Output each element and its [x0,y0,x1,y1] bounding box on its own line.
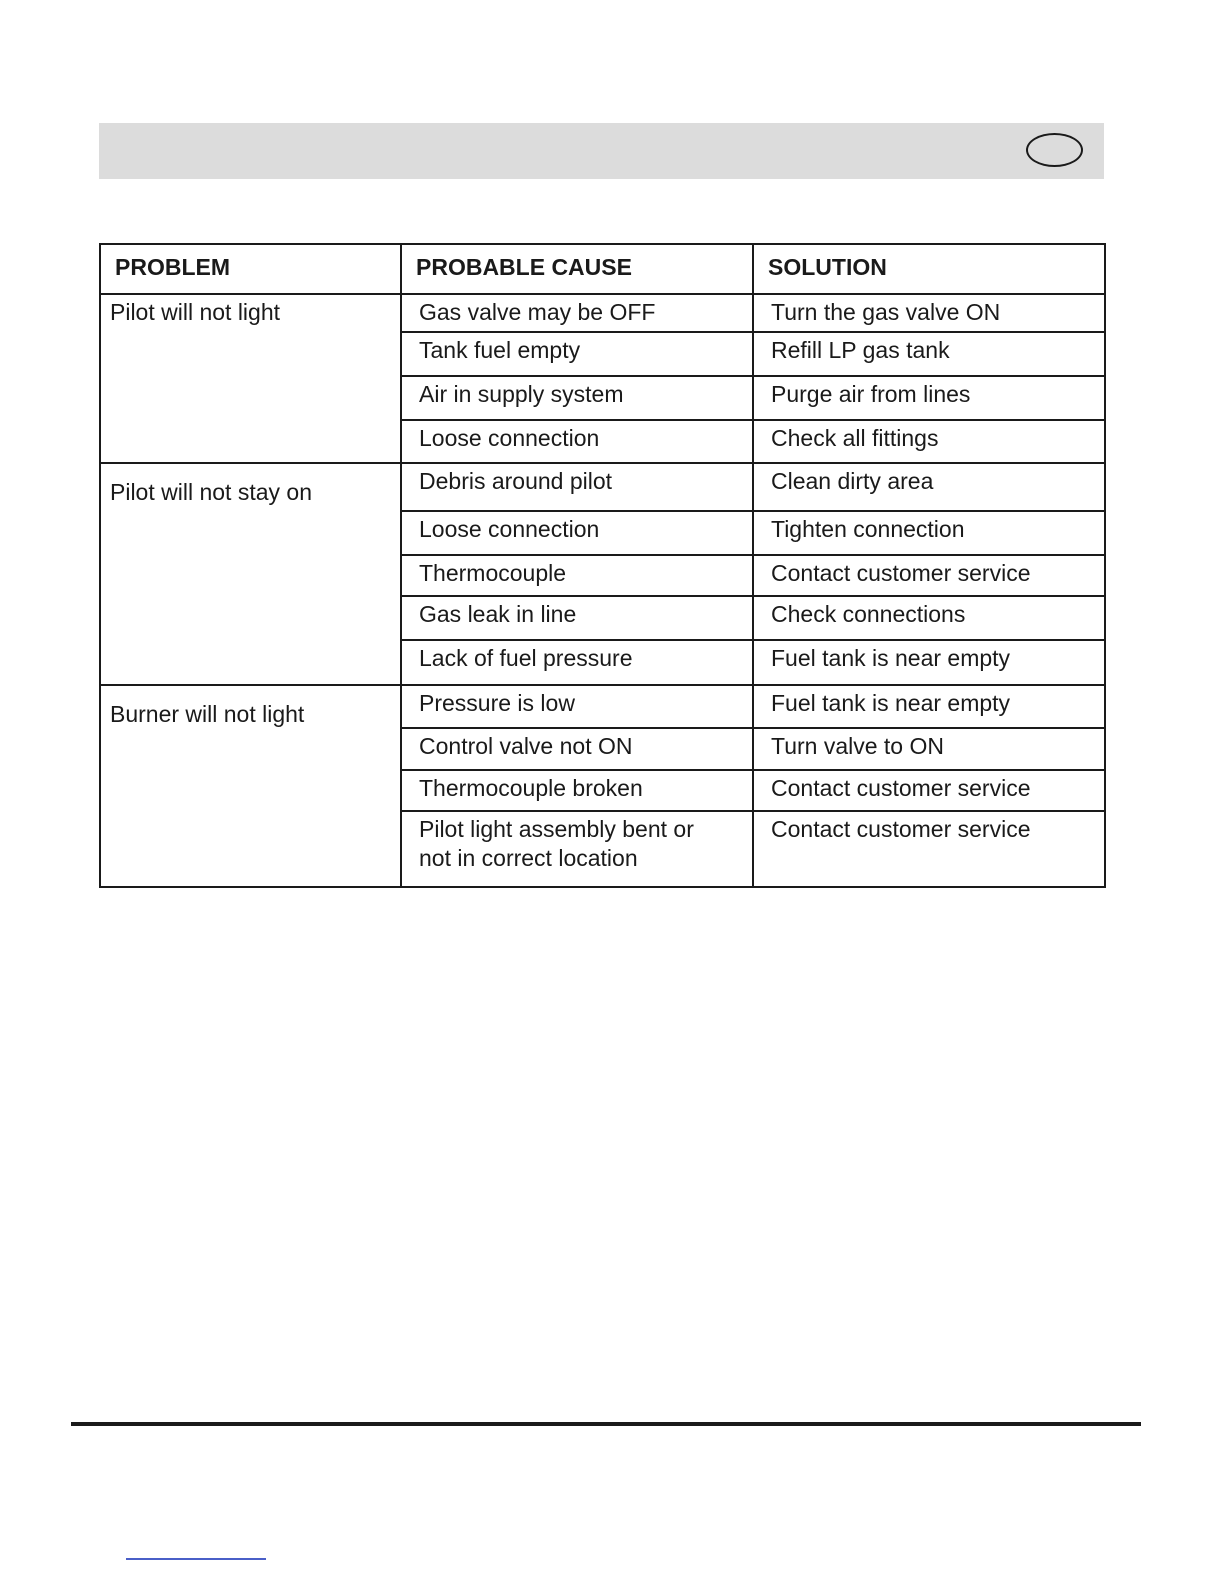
solution-cell: Check all fittings [753,420,1105,463]
table-row [100,294,1105,332]
cause-cell: Tank fuel empty [401,332,753,376]
footer-divider [71,1422,1141,1426]
section-header-band [99,123,1104,179]
cause-cell: Thermocouple broken [401,770,753,811]
solution-cell: Clean dirty area [753,463,1105,511]
solution-cell: Purge air from lines [753,376,1105,420]
language-badge-oval [1026,133,1083,167]
cause-cell: Debris around pilot [401,463,753,511]
table-row [100,463,1105,511]
solution-cell: Contact customer service [753,555,1105,596]
cause-cell: Lack of fuel pressure [401,640,753,685]
solution-cell: Tighten connection [753,511,1105,555]
solution-cell: Contact customer service [753,770,1105,811]
footer-link-underline [126,1558,266,1560]
column-header-cause: PROBABLE CAUSE [401,244,753,294]
column-header-solution: SOLUTION [753,244,1105,294]
table-row [100,685,1105,728]
cause-cell: Thermocouple [401,555,753,596]
cause-cell: Loose connection [401,511,753,555]
cause-cell: Air in supply system [401,376,753,420]
solution-cell: Check connections [753,596,1105,640]
troubleshooting-table [99,243,1106,888]
table-header-row [100,244,1105,294]
cause-cell: Loose connection [401,420,753,463]
solution-cell: Refill LP gas tank [753,332,1105,376]
cause-cell: Pressure is low [401,685,753,728]
cause-cell: Gas leak in line [401,596,753,640]
solution-cell: Fuel tank is near empty [753,640,1105,685]
solution-cell: Contact customer service [753,811,1105,887]
solution-cell: Turn the gas valve ON [753,294,1105,332]
problem-cell: Burner will not light [100,685,401,887]
cause-cell: Gas valve may be OFF [401,294,753,332]
cause-cell: Pilot light assembly bent or not in correct location [401,811,753,887]
problem-cell: Pilot will not light [100,294,401,463]
column-header-problem: PROBLEM [100,244,401,294]
problem-cell: Pilot will not stay on [100,463,401,685]
table-body [100,294,1105,887]
solution-cell: Fuel tank is near empty [753,685,1105,728]
cause-cell: Control valve not ON [401,728,753,770]
solution-cell: Turn valve to ON [753,728,1105,770]
